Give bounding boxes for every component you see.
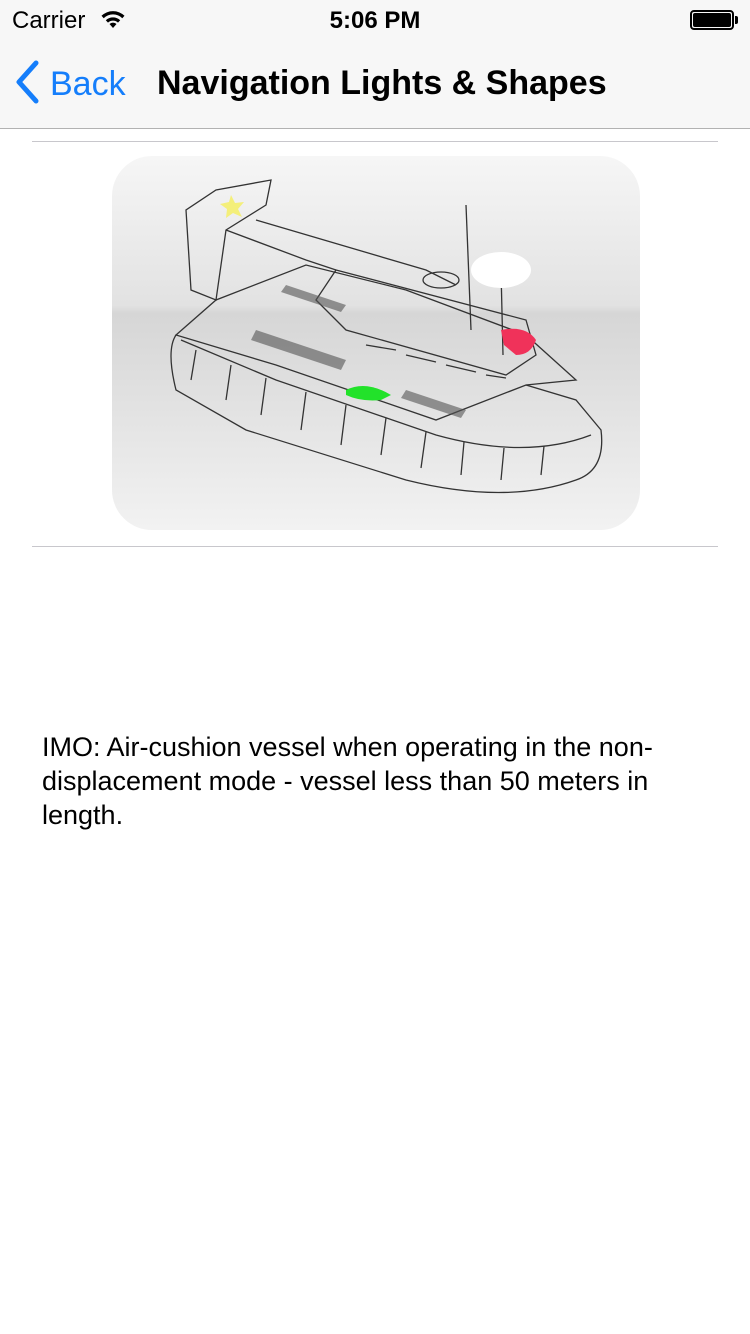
vessel-illustration bbox=[106, 150, 646, 536]
rule-description: IMO: Air-cushion vessel when operating in the non-displacement mode - vessel less than 50 meters in length. bbox=[42, 732, 653, 830]
top-divider bbox=[32, 141, 718, 142]
back-button[interactable] bbox=[14, 60, 126, 108]
navigation-bar bbox=[0, 40, 750, 128]
back-label: Back bbox=[50, 64, 126, 103]
chevron-left-icon bbox=[14, 60, 40, 109]
masthead-white-light bbox=[471, 252, 531, 288]
status-bar bbox=[0, 0, 750, 40]
carrier-label: Carrier bbox=[12, 7, 86, 34]
bottom-divider bbox=[32, 546, 718, 547]
clock: 5:06 PM bbox=[329, 7, 421, 34]
battery-full-icon bbox=[690, 10, 738, 30]
page-title: Navigation Lights & Shapes bbox=[157, 64, 607, 102]
header bbox=[0, 0, 750, 129]
